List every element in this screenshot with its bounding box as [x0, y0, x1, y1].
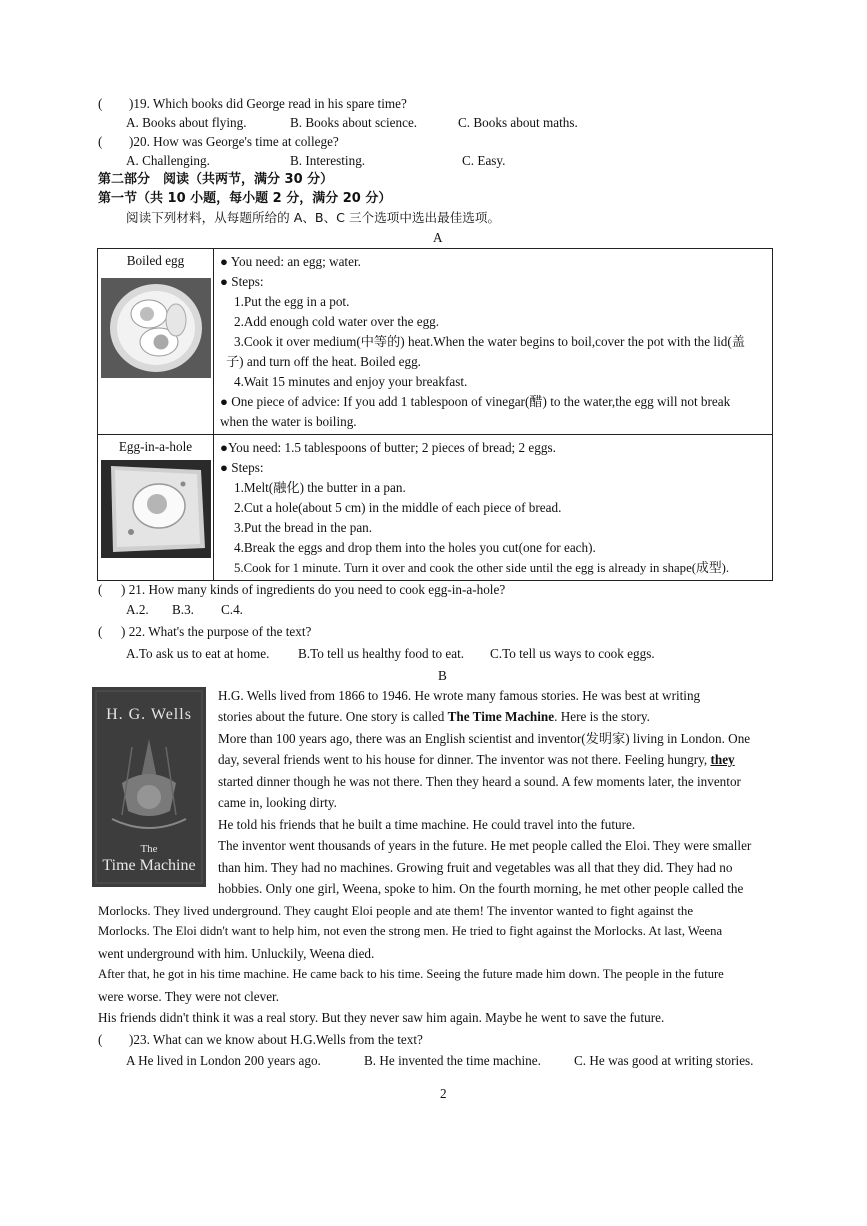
recipe-row-egg-in-a-hole	[98, 435, 773, 581]
q19-option-c: C. Books about maths.	[458, 115, 578, 130]
q22-option-b: B.To tell us healthy food to eat.	[298, 646, 465, 661]
book-cover-image	[92, 687, 206, 887]
boiled-egg-need: ● You need: an egg; water.	[220, 254, 361, 269]
q20-paren: (	[98, 134, 103, 149]
book-cover-title: Time Machine	[102, 857, 196, 874]
q22-paren: (	[98, 624, 103, 639]
egg-in-a-hole-step-2: 2.Cut a hole(about 5 cm) in the middle of each piece of bread.	[234, 500, 562, 515]
book-cover-author: H. G. Wells	[106, 706, 192, 723]
q21-option-a: A.2.	[126, 602, 149, 617]
passage-b-line-3: More than 100 years ago, there was an English scientist and inventor(发明家) living in London. One	[218, 731, 751, 746]
passage-b-line-2c: . Here is the story.	[554, 709, 650, 724]
egg-in-a-hole-step-3: 3.Put the bread in the pan.	[234, 520, 373, 535]
boiled-egg-advice-b: when the water is boiling.	[220, 414, 357, 429]
book-cover-title-the: The	[140, 843, 158, 855]
boiled-egg-step-3b: 子) and turn off the heat. Boiled egg.	[226, 354, 421, 369]
instruction: 阅读下列材料，从每题所给的 A、B、C 三个选项中选出最佳选项。	[126, 210, 501, 225]
passage-b-line-14: After that, he got in his time machine. He came back to his time. Seeing the future made him down. The people in the future	[98, 967, 724, 981]
q23-option-a: A He lived in London 200 years ago.	[126, 1053, 321, 1068]
egg-in-a-hole-step-1: 1.Melt(融化) the butter in a pan.	[234, 480, 406, 495]
underlined-word-they: they	[710, 752, 735, 767]
recipe-row-boiled-egg	[98, 249, 773, 435]
passage-b-line-11: Morlocks. They lived underground. They caught Eloi people and ate them! The inventor wanted to fight against the	[98, 904, 694, 918]
egg-in-a-hole-need: ●You need: 1.5 tablespoons of butter; 2 pieces of bread; 2 eggs.	[220, 440, 556, 455]
boiled-egg-step-2: 2.Add enough cold water over the egg.	[234, 314, 440, 329]
passage-b-line-13: went underground with him. Unluckily, Weena died.	[98, 946, 375, 961]
boiled-egg-steps-label: ● Steps:	[220, 274, 264, 289]
q21-option-c: C.4.	[221, 602, 243, 617]
passage-a-label: A	[433, 230, 443, 245]
boiled-egg-step-1: 1.Put the egg in a pot.	[234, 294, 350, 309]
book-title-text: The Time Machine	[447, 709, 555, 724]
q20-option-b: B. Interesting.	[290, 153, 366, 168]
q22-option-a: A.To ask us to eat at home.	[126, 646, 270, 661]
boiled-egg-cell	[98, 249, 214, 435]
q21-stem: ) 21. How many kinds of ingredients do you need to cook egg-in-a-hole?	[121, 582, 506, 597]
passage-b-line-6: came in, looking dirty.	[218, 795, 337, 810]
page-number: 2	[440, 1086, 447, 1101]
q20-option-c: C. Easy.	[462, 153, 506, 168]
q22-option-c: C.To tell us ways to cook eggs.	[490, 646, 655, 661]
egg-in-a-hole-cell	[98, 435, 214, 581]
passage-b-line-4a: day, several friends went to his house for dinner. The inventor was not there. Feeling hungry,	[218, 752, 708, 767]
passage-b-line-16: His friends didn't think it was a real story. But they never saw him again. Maybe he went to save the future.	[98, 1010, 665, 1025]
egg-in-a-hole-steps-label: ● Steps:	[220, 460, 264, 475]
egg-in-a-hole-name: Egg-in-a-hole	[118, 439, 193, 454]
passage-b-line-1: H.G. Wells lived from 1866 to 1946. He wrote many famous stories. He was best at writing	[218, 688, 701, 703]
boiled-egg-name: Boiled egg	[126, 253, 185, 268]
passage-b-label: B	[438, 668, 447, 683]
egg-in-a-hole-steps	[214, 435, 773, 581]
q21-paren: (	[98, 582, 103, 597]
passage-b-line-2	[218, 709, 650, 726]
boiled-egg-steps	[214, 249, 773, 435]
q19-paren: (	[98, 96, 103, 111]
passage-b-line-2a: stories about the future. One story is called	[218, 709, 448, 724]
boiled-egg-advice-a: ● One piece of advice: If you add 1 tablespoon of vinegar(醋) to the water,the egg will not break	[220, 394, 731, 409]
passage-b-line-9: than him. They had no machines. Growing fruit and vegetables was all that they did. They had no	[218, 860, 733, 875]
passage-b-line-4	[218, 752, 735, 769]
q23-option-c: C. He was good at writing stories.	[574, 1053, 754, 1068]
q23-stem: )23. What can we know about H.G.Wells from the text?	[129, 1032, 423, 1047]
egg-in-a-hole-photo	[101, 460, 211, 563]
section1-title: 第一节（共 10 小题，每小题 2 分，满分 20 分）	[98, 191, 392, 206]
q21-option-b: B.3.	[172, 602, 194, 617]
q20-option-a: A. Challenging.	[126, 153, 210, 168]
passage-b-line-8: The inventor went thousands of years in the future. He met people called the Eloi. They were smaller	[218, 838, 752, 853]
q22-stem: ) 22. What's the purpose of the text?	[121, 624, 312, 639]
boiled-egg-step-4: 4.Wait 15 minutes and enjoy your breakfast.	[234, 374, 468, 389]
q19-stem: )19. Which books did George read in his spare time?	[129, 96, 407, 111]
q19-option-a: A. Books about flying.	[126, 115, 247, 130]
q20-stem: )20. How was George's time at college?	[129, 134, 339, 149]
passage-b-line-5: started dinner though he was not there. Then they heard a sound. A few moments later, the inventor	[218, 774, 741, 789]
boiled-egg-photo	[101, 278, 211, 383]
q19-option-b: B. Books about science.	[290, 115, 418, 130]
passage-b-line-15: were worse. They were not clever.	[98, 989, 280, 1004]
part2-title: 第二部分 阅读（共两节，满分 30 分）	[98, 172, 334, 187]
egg-in-a-hole-step-4: 4.Break the eggs and drop them into the holes you cut(one for each).	[234, 540, 596, 555]
passage-b-line-10: hobbies. Only one girl, Weena, spoke to him. On the fourth morning, he met other people called the	[218, 881, 744, 896]
boiled-egg-step-3a: 3.Cook it over medium(中等的) heat.When the water begins to boil,cover the pot with the lid(盖	[234, 334, 745, 349]
recipe-table	[97, 248, 773, 581]
passage-b-line-12: Morlocks. The Eloi didn't want to help him, not even the strong men. He tried to fight against the Morlocks. At last, Weena	[98, 924, 723, 938]
passage-b-line-7: He told his friends that he built a time machine. He could travel into the future.	[218, 817, 636, 832]
q23-paren: (	[98, 1032, 103, 1047]
q23-option-b: B. He invented the time machine.	[364, 1053, 541, 1068]
egg-in-a-hole-step-5: 5.Cook for 1 minute. Turn it over and cook the other side until the egg is already in shape(成型).	[234, 561, 730, 575]
